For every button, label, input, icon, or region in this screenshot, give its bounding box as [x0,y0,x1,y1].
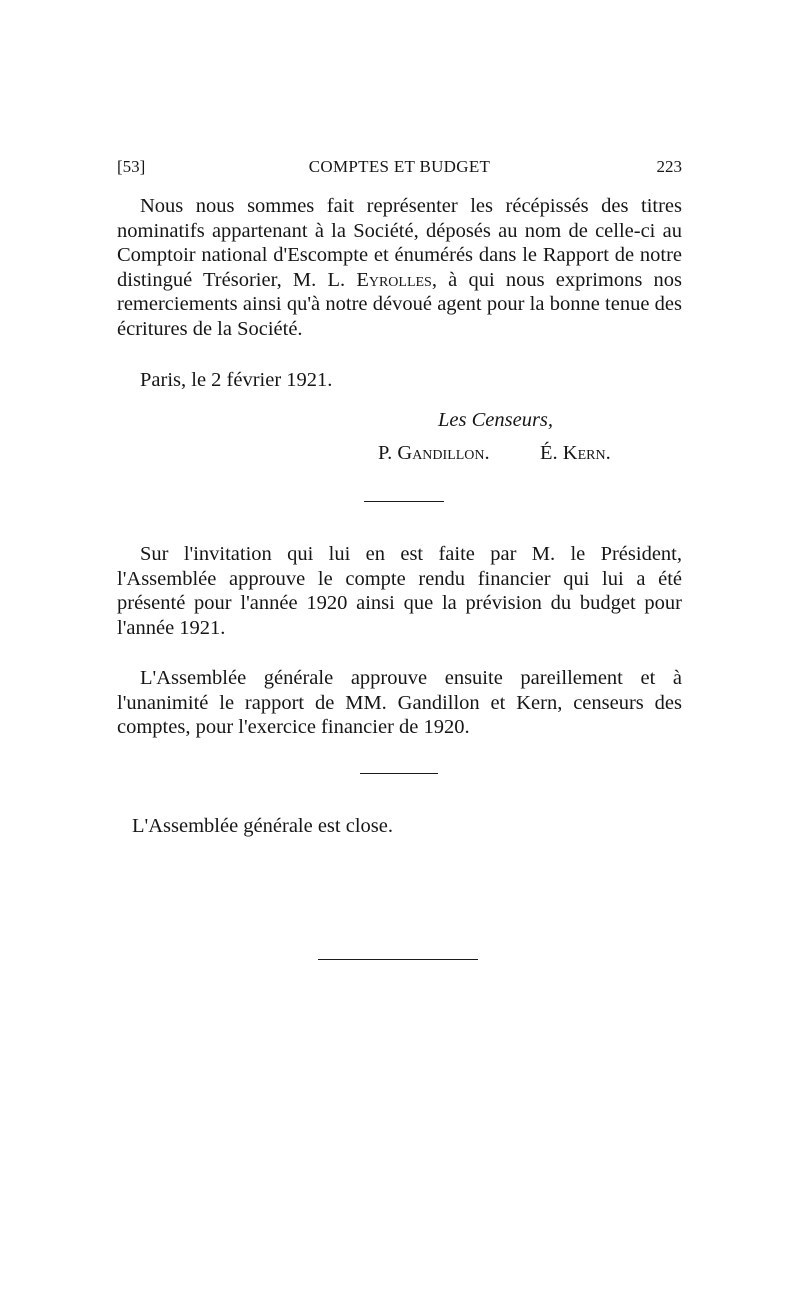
censor-signature-gandillon [378,442,490,465]
report-text-before: Nous nous sommes fait représenter les récépissés des titres nominatifs appartenant à la Société, déposés au nom de celle-ci au Comptoir national d'Escompte et énumérés dans le Rapport de notre distingué Trésorier, M. L. [117,195,682,291]
section-divider-2 [360,773,438,774]
censor-1-initial: P. [378,442,398,464]
signatures-title: Les Censeurs, [438,409,554,431]
running-header [117,157,682,183]
resolution-paragraph-2: L'Assemblée générale approuve ensuite pareillement et à l'unanimité le rapport de MM. Gandillon et Kern, censeurs des comptes, pour l'exercice financier de 1920. [117,667,682,738]
censor-signature-kern [540,442,611,465]
running-title: COMPTES ET BUDGET [308,157,491,176]
end-rule [318,959,478,960]
dateline: Paris, le 2 février 1921. [140,369,333,391]
censor-1-name: Gandillon. [397,442,490,464]
folio-bracket: [53] [117,157,146,176]
censors-report-paragraph [117,194,682,341]
censor-2-initial: É. [540,442,563,464]
report-text-after: , à qui nous exprimons nos remerciements ainsi qu'à notre dévoué agent pour la bonne tenue des écritures de la Société. [117,268,683,340]
censor-2-name: Kern. [562,442,611,464]
resolution-paragraph-1: Sur l'invitation qui lui en est faite par M. le Président, l'Assemblée approuve le compte rendu financier qui lui a été présenté pour l'année 1920 ainsi que la prévision du budget pour l'année 1921. [117,543,682,639]
closing-line: L'Assemblée générale est close. [132,815,393,837]
page-number: 223 [656,157,682,176]
treasurer-name: Eyrolles [356,268,432,291]
section-divider-1 [364,501,444,502]
